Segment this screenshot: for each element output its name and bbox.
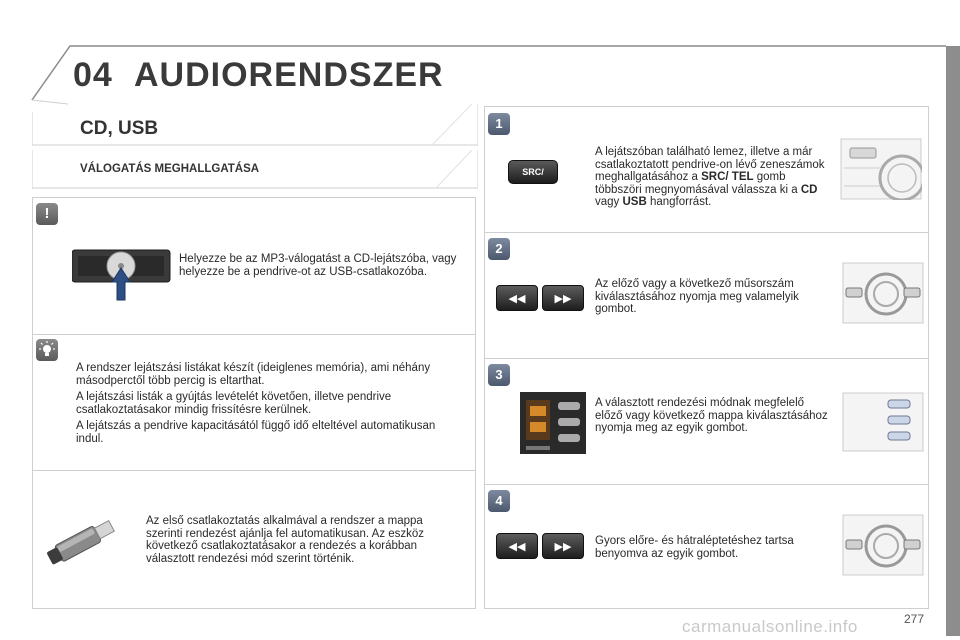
warning-icon: ! xyxy=(36,203,58,225)
step-2-text: Az előző vagy a következő műsorszám kiválasztásához nyomja meg valamelyik gombot. xyxy=(595,278,799,315)
step-4-text: Gyors előre- és hátraléptetéshez tartsa benyomva az egyik gombot. xyxy=(595,535,794,560)
section-title: CD, USB xyxy=(80,118,159,139)
chapter-number: 04 xyxy=(73,56,113,94)
rewind-button: ◀◀ xyxy=(496,533,538,559)
divider xyxy=(484,484,929,485)
watermark: carmanualsonline.info xyxy=(682,617,858,636)
radio-panel-illustration xyxy=(842,262,924,324)
divider xyxy=(32,334,476,335)
insert-media-text: Helyezze be az MP3-válogatást a CD-lejátszóba, vagy helyezze be a pendrive-ot az USB-csatlakozóba. xyxy=(179,253,457,278)
radio-panel-illustration xyxy=(842,514,924,576)
info-paragraph: A lejátszási listák a gyújtás levételét követően, illetve pendrive csatlakoztatásakor mindig frissítésre kerülnek. xyxy=(76,391,392,416)
fast-seek-button-pair xyxy=(496,533,584,559)
page-header xyxy=(0,0,960,110)
folder-screen-illustration xyxy=(520,392,586,454)
section-subtitle: VÁLOGATÁS MEGHALLGATÁSA xyxy=(80,163,260,175)
chapter-title: AUDIORENDSZER xyxy=(134,56,444,94)
usb-info-text: Az első csatlakoztatás alkalmával a rendszer a mappa szerinti rendezést ajánlja fel automatikusan. Az eszköz következő csatlakoztatásakor a rendezés a korábban választott rendezési mód szerint történik. xyxy=(146,515,425,565)
step-4-badge: 4 xyxy=(488,490,510,512)
info-text xyxy=(76,362,456,449)
info-paragraph: A lejátszás a pendrive kapacitásától függő idő elteltével automatikusan indul. xyxy=(76,420,436,445)
step-3-badge: 3 xyxy=(488,364,510,386)
divider xyxy=(484,358,929,359)
usb-stick-illustration xyxy=(45,515,125,565)
cd-player-illustration xyxy=(72,248,172,302)
fast-forward-button: ▶▶ xyxy=(542,533,584,559)
step-3-text: A választott rendezési módnak megfelelő előző vagy következő mappa kiválasztásához nyomja meg az egyik gombot. xyxy=(595,397,828,434)
page-number: 277 xyxy=(904,612,925,626)
side-strip xyxy=(946,46,960,636)
step-1-text: A lejátszóban található lemez, illetve a már csatlakoztatott pendrive-on lévő zeneszámok meghallgatásához a SRC/ TEL gomb többszöri megnyomásával válassza ki a CD vagy USB hangforrást. xyxy=(595,146,825,208)
previous-button: ◀◀ xyxy=(496,285,538,311)
radio-panel-illustration xyxy=(840,138,922,200)
info-paragraph: A rendszer lejátszási listákat készít (ideiglenes memória), ami néhány másodperctől több percig is eltarthat. xyxy=(76,362,431,387)
step-1-badge: 1 xyxy=(488,113,510,135)
step-2-badge: 2 xyxy=(488,238,510,260)
src-tel-button: SRC/ xyxy=(508,160,558,184)
divider xyxy=(32,470,476,471)
button-column-illustration xyxy=(842,392,924,452)
lightbulb-icon xyxy=(36,339,58,361)
divider xyxy=(484,232,929,233)
next-button: ▶▶ xyxy=(542,285,584,311)
seek-button-pair xyxy=(496,285,584,311)
